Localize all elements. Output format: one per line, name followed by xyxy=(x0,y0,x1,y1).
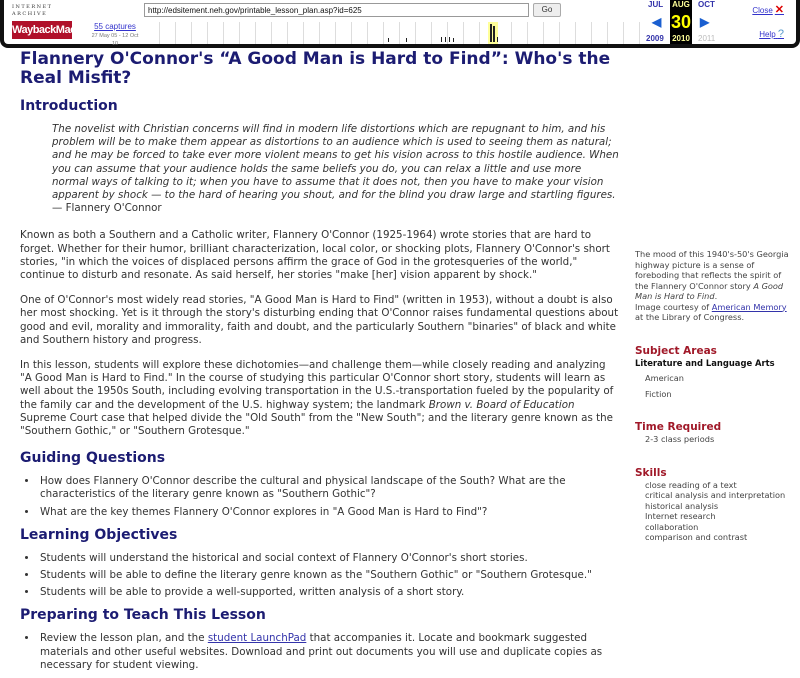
list-item: • How does Flannery O'Connor describe the cultural and physical landscape of the South? What are the characteristics of the literary genre known as "Southern Gothic"? xyxy=(38,475,620,501)
subject-areas-heading: Subject Areas xyxy=(635,344,717,357)
case-title: Brown v. Board of Education xyxy=(428,398,575,411)
heading-guiding-questions: Guiding Questions xyxy=(20,450,166,467)
heading-introduction: Introduction xyxy=(20,98,118,114)
go-button[interactable]: Go xyxy=(533,3,561,17)
timeline-bar xyxy=(453,38,454,42)
skill-item: critical analysis and interpretation xyxy=(645,490,786,500)
guiding-questions-list xyxy=(38,475,620,519)
calendar-nav xyxy=(644,0,744,44)
story-title: A Good Man is Hard to Find xyxy=(635,280,784,301)
intro-paragraph xyxy=(20,359,620,438)
quote-text: The novelist with Christian concerns will find in modern life distortions which are repugnant to him, and his problem will be to make them appear as distortions to an audience which is used to seeing them as natural; and he may be forced to take ever more violent means to get his vision across to this hostile audience. When you can assume that your audience holds the same beliefs you do, you can relax a little and use more normal ways of talking to it; when you have to assume that it does not, then you have to make your vision apparent by shock — to the hard of hearing you shout, and for the blind you draw large and startling figures. xyxy=(52,123,619,202)
list-item: • What are the key themes Flannery O'Connor explores in "A Good Man is Hard to Find"? xyxy=(38,506,620,519)
text: In this lesson, students will explore these dichotomies—and challenge them—while closely reading and analyzing "A Good Man is Hard to Find." In the course of studying this particular O'Connor short story, students will learn as well about the 1950s South, including evolving transportation in the U.S.-transportation fueled by the popularity of the family car and the development of the U.S. highway system; the landmark xyxy=(20,359,614,411)
timeline-bar xyxy=(441,37,442,42)
captures-info xyxy=(88,22,142,48)
current-day: 30 xyxy=(670,12,692,32)
capture-timeline[interactable] xyxy=(144,22,640,44)
text: at the Library of Congress. xyxy=(635,312,745,322)
help-icon: ? xyxy=(777,28,784,40)
text: Review the lesson plan, and the xyxy=(40,632,208,645)
text: The mood of this 1940's-50's Georgia highway picture is a sense of foreboding that reflects the spirit of the Flannery O'Connor story xyxy=(635,249,789,291)
lesson-content xyxy=(20,50,620,678)
skills-heading: Skills xyxy=(635,466,667,479)
list-item: • Students will be able to provide a well-supported, written analysis of a short story. xyxy=(38,586,620,599)
quote-attribution: — Flannery O'Connor xyxy=(52,202,162,215)
list-item xyxy=(38,632,620,672)
url-input[interactable]: http://edsitement.neh.gov/printable_lesson_plan.asp?id=625 xyxy=(144,3,529,17)
timeline-bar xyxy=(449,37,450,42)
text: . xyxy=(714,291,718,301)
list-item: • Students will be able to define the literary genre known as the "Southern Gothic" or "Southern Grotesque." xyxy=(38,569,620,582)
text: that accompanies it. Locate and bookmark suggested materials and other useful websites. Download and print out documents you will use and duplicate copies as necessary for student viewing. xyxy=(40,632,603,671)
wayback-toolbar xyxy=(0,0,800,48)
skill-item: collaboration xyxy=(645,521,699,532)
intro-paragraph: Known as both a Southern and a Catholic writer, Flannery O'Connor (1925-1964) wrote stories that are hard to forget. Whether for their humor, brilliant characterization, local color, or shocking plots, Flannery O'Connor's short stories, "in which the voices of displaced persons affirm the grace of God in the grotesqueries of the world," continue to disturb and resonate. As said herself, her stories "make [her] vision apparent by shock." xyxy=(20,229,610,282)
page-title: Flannery O'Connor's “A Good Man is Hard to Find”: Who's the Real Misfit? xyxy=(20,49,611,88)
preparing-list xyxy=(38,632,620,672)
launchpad-link[interactable]: student LaunchPad xyxy=(207,632,307,645)
skill-item: comparison and contrast xyxy=(645,532,748,542)
next-month[interactable]: OCT xyxy=(698,0,715,9)
timeline-bar xyxy=(388,38,389,42)
next-year: 2011 xyxy=(698,34,716,43)
list-item: • Students will understand the historical and social context of Flannery O'Connor's short stories. xyxy=(38,552,620,565)
timeline-bar xyxy=(445,37,446,42)
timeline-bar xyxy=(490,24,492,42)
time-required-heading: Time Required xyxy=(635,421,722,433)
prev-month[interactable]: JUL xyxy=(648,0,664,9)
timeline-bar xyxy=(497,37,498,42)
logo-text: INTERNET ARCHIVE xyxy=(12,4,53,17)
wayback-logo[interactable] xyxy=(12,4,97,39)
help-label: Help xyxy=(759,30,776,39)
next-arrow-icon[interactable]: ▶ xyxy=(700,15,710,29)
time-required: 2-3 class periods xyxy=(645,434,715,444)
prev-year[interactable]: 2009 xyxy=(646,34,664,43)
skill-item: close reading of a text xyxy=(645,479,737,490)
close-label: Close xyxy=(752,6,773,15)
logo-wordmark: WaybackMachine xyxy=(12,21,72,39)
objectives-list xyxy=(38,552,620,600)
sidebar xyxy=(635,249,795,543)
current-capture xyxy=(670,0,692,44)
timeline-bar xyxy=(406,38,407,42)
intro-paragraph: One of O'Connor's most widely read stories, "A Good Man is Hard to Find" (written in 1953), without a doubt is also her most shocking. Yet is it through the story's disturbing ending that O'Connor raises fundamental questions about good and evil, morality and immorality, faith and doubt, and the particularly Southern "binaries" of black and white and Southern history and progress. xyxy=(20,294,619,346)
epigraph-quote xyxy=(52,123,620,215)
current-year: 2010 xyxy=(672,34,690,43)
subject-main: Literature and Language Arts xyxy=(635,357,775,368)
current-month: AUG xyxy=(672,0,690,9)
american-memory-link[interactable]: American Memory xyxy=(711,301,787,312)
prev-arrow-icon[interactable]: ◀ xyxy=(652,15,662,29)
capture-range: 27 May 05 - 12 Oct 10 xyxy=(91,33,139,47)
subject-item: American xyxy=(645,373,684,383)
subject-item: Fiction xyxy=(645,388,672,399)
text: Supreme Court case that helped divide the "Old South" from the "New South"; and the literary genre known as the "Southern Gothic," or "Southern Grotesque." xyxy=(20,411,613,438)
close-button[interactable] xyxy=(752,4,784,16)
heading-preparing: Preparing to Teach This Lesson xyxy=(20,607,266,624)
text: Image courtesy of xyxy=(635,301,712,312)
close-icon: ✕ xyxy=(774,4,784,16)
timeline-bar xyxy=(493,26,495,42)
help-button[interactable] xyxy=(759,28,784,40)
skill-item: historical analysis xyxy=(645,500,719,511)
heading-learning-objectives: Learning Objectives xyxy=(20,526,178,543)
captures-link[interactable]: 55 captures xyxy=(94,22,136,31)
skill-item: Internet research xyxy=(645,511,716,521)
image-caption xyxy=(635,249,795,323)
